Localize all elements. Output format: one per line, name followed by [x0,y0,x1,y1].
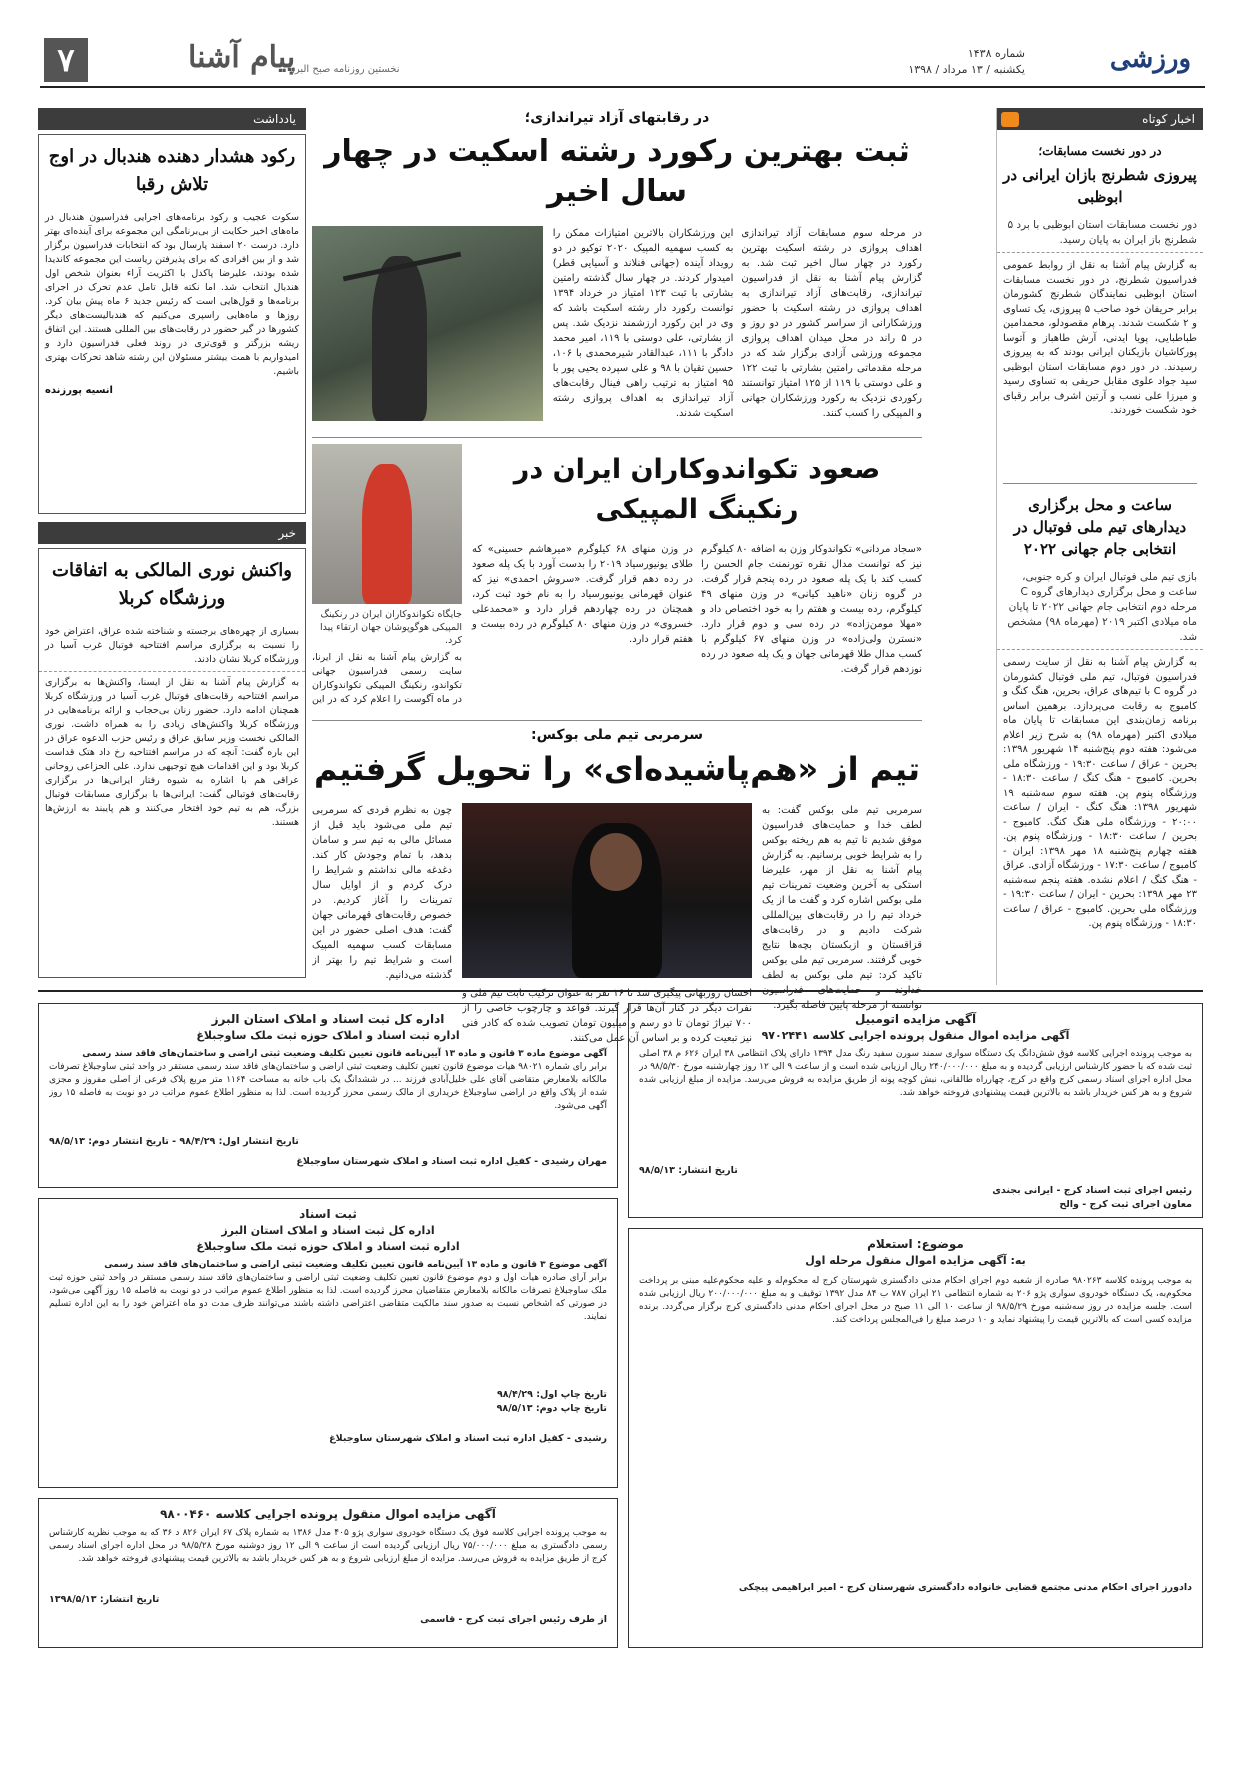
short-news-label: اخبار کوتاه [1142,112,1195,126]
page-number: ۷ [44,38,88,82]
shooting-photo [312,226,543,421]
shooting-headline: ثبت بهترین رکورد رشته اسکیت در چهار سال اخیر [324,134,910,209]
football-headline: ساعت و محل برگزاری دیدارهای تیم ملی فوتبال در انتخابی جام جهانی ۲۰۲۲ [1013,496,1187,558]
news-headline: واکنش نوری المالکی به اتفاقات ورزشگاه کربلا [52,560,292,609]
taekwondo-photo [312,444,462,604]
taekwondo-text [472,542,922,677]
shooting-col2: این ورزشکاران بالاترین امتیازات ممکن را به کسب سهمیه المپیک ۲۰۲۰ توکیو در دو رویداد آینده (جهانی فنلاند و آسیایی قطر) امیدوار کردند. در چهار سال گذشته رامتین بشارتی با ثبت ۱۲۳ امتیاز در خرداد ۱۳۹۴ توانست رکورد دار رشته اسکیت باشد که وی در این رکورد ارزشمند نزدیک شد. پس از بشارتی، علی دوستی با ۱۱۹، امیر محمد دادگر با ۱۱۱، عبدالقادر شیرمحمدی با ۱۰۶، حسین تقیان با ۹۸ و علی سپرده یحیی پور با ۹۵ امتیاز به ترتیب راهی فینال رقابت‌های آزاد تیراندازی به اهداف پروازی رشته اسکیت شدند. [552,228,734,419]
ad3-subtitle1: اداره کل ثبت اسناد و املاک استان البرز [221,1224,435,1237]
issue-number: شماره ۱۴۳۸ [967,47,1025,60]
taekwondo-col3: «سجاد مردانی» تکواندوکار وزن به اضافه ۸۰ کیلوگرم نیز که توانست مدال نقره تورنمنت جام الحسن را کسب کند با یک پله صعود در رده پنجم قرار گرفت. در گروه زنان «ناهید کیانی» در وزن منهای ۴۹ کیلوگرم، رده بیست و هفتم را به خود اختصاص داد و «مهلا مومن‌زاده» در رده سی و دوم قرار دارد. «نسترن ولی‌زاده» در وزن منهای ۶۷ کیلوگرم با کسب مدال طلا قهرمانی جهان و یک پله صعود در رده نوزدهم قرار گرفت. [701,544,922,675]
boxing-col2: احسان روزبهانی پیگیری شد تا ۱۶ نفر به عنوان ترکیب ثابت تیم ملی و نفرات دیگر در کنار آن‌ها قرار گیرند. قواعد و چارچوب خاصی را از ۷۰۰ تیراژ تومان تا دو رسم و میلیون تومان تصویب شده که کادر فنی نیز تبعیت کرده و بر اساس آن عمل می‌کنند. [462,988,752,1044]
boxing-headline: تیم از «هم‌پاشیده‌ای» را تحویل گرفتیم [314,750,920,788]
short-news-sidebar [996,108,1203,985]
ad2-subtitle: اداره ثبت اسناد و املاک حوزه ثبت ملک ساوجبلاغ [196,1029,460,1042]
ad1-date: تاریخ انتشار: ۹۸/۵/۱۳ [639,1165,738,1176]
shooting-kicker: در رقابتهای آزاد تیراندازی؛ [524,110,710,126]
ads-divider [38,990,1203,992]
ad2-date: تاریخ انتشار اول: ۹۸/۴/۲۹ - تاریخ انتشار دوم: ۹۸/۵/۱۳ [49,1136,299,1147]
ad3-title: ثبت اسناد [299,1207,357,1221]
rss-icon [1001,112,1019,127]
ad2-body: برابر رای شماره ۹۸۰۲۱ هیأت موضوع قانون تعیین تکلیف وضعیت ثبتی اراضی و ساختمان‌های فاقد سند رسمی مستقر در واحد ثبتی ساوجبلاغ تصرفات مالکانه بلامعارض متقاضی آقای علی خلیل‌آبادی فرزند ... در ششدانگ یک باب خانه به مساحت ۱۱۶۴ متر مربع پلاک فرعی از اصلی مفروز و مجزی شده از پلاک واقع در اراضی ساوجبلاغ خریداری از مالک رسمی محرز گردیده است. لذا به منظور اطلاع عموم مراتب در دو نوبت به فاصله ۱۵ روز آگهی می‌شود. [49,1062,607,1111]
taekwondo-headline: صعود تکواندوکاران ایران در رنکینگ المپیکی [513,454,881,525]
ad2-title: اداره کل ثبت اسناد و املاک استان البرز [211,1012,445,1026]
boxing-kicker: سرمربی تیم ملی بوکس: [531,727,703,743]
ad-auction-2 [38,1498,618,1648]
ad4-subtitle: به: آگهی مزایده اموال منقول مرحله اول [805,1254,1026,1267]
boxing-col3: چون به نظرم فردی که سرمربی تیم ملی می‌شود باید قبل از مسائل مالی به تیم سر و سامان بدهد، با تمام وجودش کار کند. دغدغه مالی نداشتم و شرایط را درک کردم و از اوایل سال تمرینات را آغاز کردیم. در خصوص رقابت‌های قهرمانی جهان گفت: هدف اصلی حضور در این مسابقات کسب سهمیه المپیک است و شرایط تیم را بهتر از گذشته می‌دانیم. [312,805,452,981]
left-column [38,108,306,985]
ad3-subtitle2: اداره ثبت اسناد و املاک حوزه ثبت ملک ساوجبلاغ [196,1240,460,1253]
ad4-body: به موجب پرونده کلاسه ۹۸۰۲۶۳ صادره از شعبه دوم اجرای احکام مدنی دادگستری شهرستان کرج له محکوم‌له و علیه محکوم‌علیه مبنی بر پرداخت محکوم‌به، یک دستگاه خودروی سواری پژو ۲۰۶ به شماره انتظامی ۲۱ ایران ۷۸۷ ب ۸۴ مدل ۱۳۹۲ توقیف و به مبلغ ۲۰۰/۰۰۰/۰۰۰ ریال ارزیابی شده است. جلسه مزایده در روز سه‌شنبه مورخ ۹۸/۵/۲۹ از ساعت ۱۰ الی ۱۱ صبح در محل اجرای احکام مدنی دادگستری کرج برگزار می‌گردد. برنده مزایده کسی است که بالاترین قیمت را پیشنهاد نماید و ۱۰ درصد مبلغ را فی‌المجلس پرداخت کند. [639,1276,1192,1325]
ad2-sig: مهران رشیدی - کفیل اداره ثبت اسناد و املاک شهرستان ساوجبلاغ [296,1156,607,1167]
chess-lead: دور نخست مسابقات استان ابوظبی با برد ۵ شطرنج باز ایران به پایان رسید. [997,214,1203,253]
issue-date: یکشنبه / ۱۳ مرداد / ۱۳۹۸ [908,63,1025,76]
ad5-sig: از طرف رئیس اجرای ثبت کرج - قاسمی [420,1614,607,1625]
ad3-line: آگهی موضوع ۳ قانون و ماده ۱۳ آیین‌نامه قانون تعیین تکلیف وضعیت ثبتی اراضی و ساختمان‌های فاقد سند رسمی [104,1260,607,1270]
football-lead: بازی تیم ملی فوتبال ایران و کره جنوبی، ساعت و محل برگزاری دیدارهای گروه C مرحله دوم انتخابی جام جهانی ۲۰۲۲ تا پایان ماه میلادی اکتبر ۲۰۱۹ (مهرماه ۹۸) مشخص شد. [997,566,1203,650]
boxing-coach-photo [462,803,752,978]
ad1-body: به موجب پرونده اجرایی کلاسه فوق شش‌دانگ یک دستگاه سواری سمند سورن سفید رنگ مدل ۱۳۹۴ دارای پلاک انتظامی ۳۸ ایران ۶۲۶ م ۳۸ اصلی ثبت شده که با حضور کارشناس ارزیابی گردیده و به مبلغ ۲۴۰/۰۰۰/۰۰۰ ریال ارزیابی شده است و از ساعت ۹ الی ۱۲ روز چهارشنبه مورخ ۹۸/۵/۳۰ در محل اداره اجرای اسناد رسمی کرج واقع در کرج، چهارراه طالقانی، نبش کوچه پونه از طریق مزایده به فروش می‌رسد. مزایده از مبلغ ارزیابی شده شروع و به هر کس خریدار باشد به بالاترین قیمت پیشنهادی فروخته خواهد شد. [639,1049,1192,1098]
shooting-col1: در مرحله سوم مسابقات آزاد تیراندازی اهداف پروازی در رشته اسکیت بهترین رکورد در چهار سال اخیر ثبت شد. به گزارش پیام آشنا به نقل از فدراسیون تیراندازی، رقابت‌های آزاد تیراندازی به اهداف پروازی در رشته اسکیت با حضور ورزشکارانی از سراسر کشور در دو روز و در ۵ راند در محل میدان اهداف پروازی مجموعه ورزشی آزادی برگزار شد که در مرحله مقدماتی رامتین بشارتی با ثبت ۱۲۲ و علی دوستی با ۱۱۹ از ۱۲۵ امتیاز توانستند رکوردی نزدیک به رکورد ورزشکاران جهانی و المپیکی را کسب کنند. [741,228,923,419]
taekwondo-caption: جایگاه تکواندوکاران ایران در رنکینگ المپیکی هوگوپوشان جهان ارتقاء پیدا کرد. [319,609,462,646]
ad4-sig: دادورز اجرای احکام مدنی مجتمع قضایی خانواده دادگستری شهرستان کرج - امیر ابراهیمی پیچکی [738,1582,1192,1593]
ad1-sig2: معاون اجرای ثبت کرج - والح [1059,1199,1192,1210]
taekwondo-col1: به گزارش پیام آشنا به نقل از ایرنا، سایت رسمی فدراسیون جهانی تکواندو، رنکینگ المپیکی تکواندوکاران در ماه آگوست را اعلام کرد که در این [312,652,462,705]
section-title: ورزشی [1109,44,1191,74]
ad5-body: به موجب پرونده اجرایی کلاسه فوق یک دستگاه خودروی سواری پژو ۴۰۵ مدل ۱۳۸۶ به شماره پلاک ۶۷ ایران ۸۲۶ د ۳۶ که به موجب نظریه کارشناس رسمی دادگستری به مبلغ ۷۵/۰۰۰/۰۰۰ ریال ارزیابی گردیده است از ساعت ۹ الی ۱۲ روز دوشنبه مورخ ۹۸/۵/۲۸ در محل اداره اجرای اسناد رسمی کرج از طریق مزایده به فروش می‌رسد. مزایده از مبلغ ارزیابی شروع و به هر کس خریدار باشد به بالاترین قیمت پیشنهادی فروخته خواهد شد. [49,1528,607,1564]
ad-registry-1 [38,1003,618,1188]
ad5-title: آگهی مزایده اموال منقول پرونده اجرایی کلاسه ۹۸۰۰۴۶۰ [160,1507,496,1521]
news-body: به گزارش پیام آشنا به نقل از ایسنا، واکنش‌ها به برگزاری مراسم افتتاحیه رقابت‌های فوتبال غرب آسیا در ورزشگاه کربلا همچنان ادامه دارد. حضور زنان بی‌حجاب و ارائه برنامه‌هایی در ورزشگاه کربلا واکنش‌های زیادی را به همراه داشت. نوری المالکی نخست وزیر سابق عراق و رئیس حزب الدعوه عراق در این باره گفت: آنچه که در مراسم افتتاحیه رخ داد هتک قداست کربلا بود و این اقدامات هیچ توجیهی ندارد. علی الحزاعی روحانی عراقی هم با اشاره به شیوه رفتار ایرانی‌ها در برگزاری رقابت‌های فوتبالی گفت: ایرانی‌ها با برگزاری مسابقات فوتبال بزرگ، هم به تیم خود افتخار می‌کنند و هم پایبند به ارزش‌ها هستند. [45,677,299,828]
opinion-body: سکوت عجیب و رکود برنامه‌های اجرایی فدراسیون هندبال در ماه‌های اخیر حکایت از بی‌برنامگی این مجموعه برای آینده‌ای بهتر دارد. درست ۲۰ اسفند پارسال بود که انتخابات فدراسیون برگزار شد و از بین افرادی که برای پذیرفتن ریاست این مجموعه کاندیدا شده بودند، علیرضا پاکدل با اکثریت آراء بعنوان شخص اول هندبال انتخاب شد. اما نکته قابل تامل عدم تحرک در اجرای برنامه‌ها و قول‌هایی است که رئیس جدید ۶ ماه پیش بیان کرد. روزها و ماه‌هایی راسپری می‌کنیم که هندبالیست‌های دیگر کشورها در گیر حضور در رقابت‌های بین المللی هستند. این اتفاق ریشه بزرگتر و قوی‌تری در روند فعلی فدراسیون دارد و امیدواریم با همت بیشتر مسئولان این رشته شاهد تحرکات بهتری باشیم. [45,212,299,377]
news-box [38,548,306,978]
ad1-sig1: رئیس اجرای ثبت اسناد کرج - ایرانی بجندی [992,1185,1192,1196]
boxing-col1: سرمربی تیم ملی بوکس گفت: به لطف خدا و حمایت‌های فدراسیون موفق شدیم تا تیم به هم ریخته بوکس را به شرایط خوبی برسانیم. به گزارش پیام آشنا به نقل از مهر، علیرضا استکی به آخرین وضعیت تمرینات تیم ملی بوکس اشاره کرد و گفت ما از یک خرداد تیم را در رقابت‌های بین‌المللی شرکت دادیم و در رقابت‌های قزاقستان و ازبکستان بچه‌ها نتایج خوبی گرفتند. سرمربی تیم ملی بوکس تاکید کرد: تیم ملی بوکس به لطف خداوند و حمایت‌های فدراسیون توانسته از مرحله پایین فاصله بگیرد. [762,805,922,1011]
chess-headline: پیروزی شطرنج بازان ایرانی در ابوظبی [1003,166,1197,206]
opinion-box [38,134,306,514]
ad4-title: موضوع: استعلام [867,1237,964,1251]
ad1-title: آگهی مزایده اتومبیل [854,1012,977,1026]
ad2-line: آگهی موضوع ماده ۳ قانون و ماده ۱۳ آیین‌نامه قانون تعیین تکلیف وضعیت ثبتی اراضی و ساختمان‌های فاقد سند رسمی [82,1049,607,1059]
ad3-sig: رشیدی - کفیل اداره ثبت اسناد و املاک شهرستان ساوجبلاغ [329,1433,607,1444]
taekwondo-col2: در وزن منهای ۶۸ کیلوگرم «میرهاشم حسینی» که طلای یونیورسیاد ۲۰۱۹ را بدست آورد با یک پله صعود در رده دهم قرار گرفت. «سروش احمدی» نیز که عنوان قهرمانی یونیورسیاد را به نام خود ثبت کرد، همچنان در رده چهاردهم قرار دارد و «محمدعلی خسروی» در وزن منهای ۸۰ کیلوگرم در رده بیست و هفتم قرار دارد. [472,544,693,645]
opinion-headline: رکود هشدار دهنده هندبال در اوج تلاش رقبا [48,146,296,195]
ad-registry-2 [38,1198,618,1488]
ad3-body: برابر آرای صادره هیأت اول و دوم موضوع قانون تعیین تکلیف وضعیت ثبتی اراضی و ساختمان‌های فاقد سند رسمی مستقر در واحد ثبتی حوزه ثبت ملک ساوجبلاغ تصرفات مالکانه بلامعارض متقاضیان محرز گردیده است. لذا به منظور اطلاع عموم مراتب در دو نوبت به فاصله ۱۵ روز آگهی می‌شود، در صورتی که اشخاص نسبت به صدور سند مالکیت متقاضی اعتراضی داشته باشند می‌توانند ظرف مدت دو ماه اعتراض خود را به این اداره تسلیم نمایند. [49,1273,607,1322]
ad3-date1: تاریخ چاپ اول: ۹۸/۴/۲۹ [496,1389,607,1400]
brand-logo: پیام آشنا [188,40,296,75]
news-lead: بسیاری از چهره‌های برجسته و شناخته شده عراق، اعتراض خود را نسبت به برگزاری مراسم افتتاحیه فوتبال غرب آسیا در ورزشگاه کربلا نشان دادند. [39,621,305,672]
ad-car-auction [628,1003,1203,1218]
news-bar: خبر [38,522,306,544]
masthead [40,38,1205,88]
ad-inquiry [628,1228,1203,1648]
ad1-subtitle: آگهی مزایده اموال منقول پرونده اجرایی کلاسه ۹۷۰۲۴۴۱ [761,1029,1070,1042]
opinion-bar: یادداشت [38,108,306,130]
chess-kicker: در دور نخست مسابقات؛ [1038,144,1162,158]
football-body: به گزارش پیام آشنا به نقل از سایت رسمی فدراسیون فوتبال، تیم ملی فوتبال کشورمان در گروه C با تیم‌های عراق، بحرین، هنگ کنگ و کامبوج به رقابت می‌پردازد. برهمین اساس برنامه زمان‌بندی این مسابقات تا پایان ماه میلادی اکتبر (مهرماه ۹۸) به شرح زیر اعلام می‌شود: هفته دوم پنج‌شنبه ۱۴ شهریور ۱۳۹۸: بحرین - عراق / ساعت ۱۹:۳۰ - ورزشگاه ملی بحرین. کامبوج - هنگ کنگ / ساعت ۱۸:۳۰ - ورزشگاه پنوم پن. هفته سوم سه‌شنبه ۱۹ شهریور ۱۳۹۸: هنگ کنگ - ایران / ساعت ۲۰:۰۰ - ورزشگاه ملی هنگ کنگ. کامبوج - بحرین / ساعت ۱۸:۳۰ - ورزشگاه پنوم پن. هفته چهارم پنج‌شنبه ۱۸ مهر ۱۳۹۸: ایران - کامبوج / ساعت ۱۷:۳۰ - ورزشگاه آزادی. عراق - هنگ کنگ / اعلام نشده. هفته پنجم سه‌شنبه ۲۳ مهر ۱۳۹۸: بحرین - ایران / ساعت ۱۹:۳۰ - ورزشگاه ملی بحرین. کامبوج - عراق / ساعت ۱۸:۳۰ - ورزشگاه پنوم پن. [1003,657,1197,929]
brand-tagline: نخستین روزنامه صبح البرز [290,64,400,75]
issue-info [908,46,1025,78]
chess-body: به گزارش پیام آشنا به نقل از روابط عمومی فدراسیون شطرنج، در دور نخست مسابقات استان ابوظبی نمایندگان شطرنج کشورمان برابر حریفان خود صاحب ۵ پیروزی، یک تساوی و ۲ شکست شدند. پرهام مقصودلو، محمدامین طباطبایی، پویا ایدنی، آرش طاهباز و آتوسا پورکاشیان بازیکنان ایرانی بودند که به پیروزی رسیدند. در دور دوم مسابقات استان ابوظبی سید جواد علوی مقابل حریفی به تساوی رسید و میرزا علی نسب و آرتین اشرف برابر رقبای خود شکست خوردند. [1003,260,1197,416]
opinion-author: انسیه پورزنده [45,385,113,396]
ad5-date: تاریخ انتشار: ۱۳۹۸/۵/۱۳ [49,1594,160,1605]
ad3-date2: تاریخ چاپ دوم: ۹۸/۵/۱۳ [496,1403,607,1414]
shooting-text [553,226,922,431]
short-news-bar [997,108,1203,130]
